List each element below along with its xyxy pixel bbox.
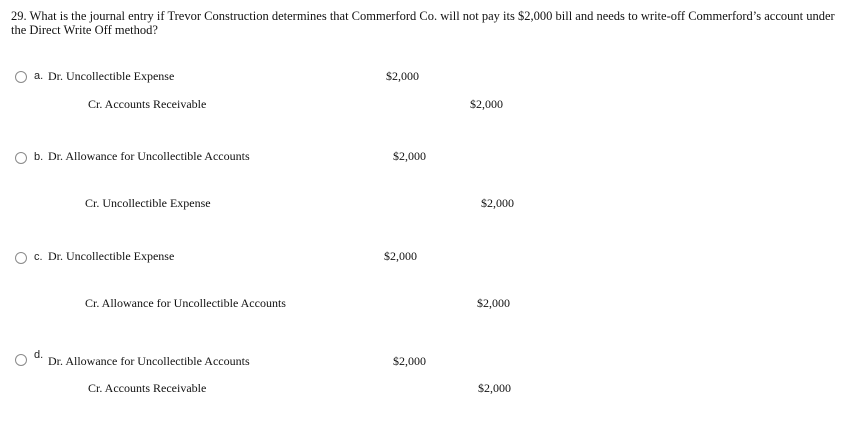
option-d-debit-amount: $2,000 xyxy=(393,354,426,368)
option-d-credit-label: Cr. Accounts Receivable xyxy=(88,381,207,395)
option-a-debit-amount: $2,000 xyxy=(386,69,419,83)
option-b-debit-label: Dr. Allowance for Uncollectible Accounts xyxy=(48,149,250,163)
option-c-credit-amount: $2,000 xyxy=(477,296,510,310)
option-b-letter: b. xyxy=(34,151,44,163)
option-a-credit-amount: $2,000 xyxy=(470,97,503,111)
option-d-debit-label: Dr. Allowance for Uncollectible Accounts xyxy=(48,354,250,368)
option-d-radio[interactable] xyxy=(15,354,27,366)
option-a-letter: a. xyxy=(34,70,44,82)
option-d-letter: d. xyxy=(34,349,44,361)
question-text: 29. What is the journal entry if Trevor Construction determines that Commerford Co. will not pay its $2,000 bill and needs to write-off Commerford’s account under the Direct Write Off method? xyxy=(11,9,835,37)
option-b-credit-label: Cr. Uncollectible Expense xyxy=(85,196,211,210)
option-b-credit-amount: $2,000 xyxy=(481,196,514,210)
option-c-debit-amount: $2,000 xyxy=(384,249,417,263)
option-b-debit-amount: $2,000 xyxy=(393,149,426,163)
option-c-debit-label: Dr. Uncollectible Expense xyxy=(48,249,175,263)
option-c-radio[interactable] xyxy=(15,252,27,264)
option-b-radio[interactable] xyxy=(15,152,27,164)
option-a-credit-label: Cr. Accounts Receivable xyxy=(88,97,207,111)
option-c-credit-label: Cr. Allowance for Uncollectible Accounts xyxy=(85,296,286,310)
option-d-credit-amount: $2,000 xyxy=(478,381,511,395)
option-c-letter: c. xyxy=(34,251,43,263)
option-a-debit-label: Dr. Uncollectible Expense xyxy=(48,69,175,83)
